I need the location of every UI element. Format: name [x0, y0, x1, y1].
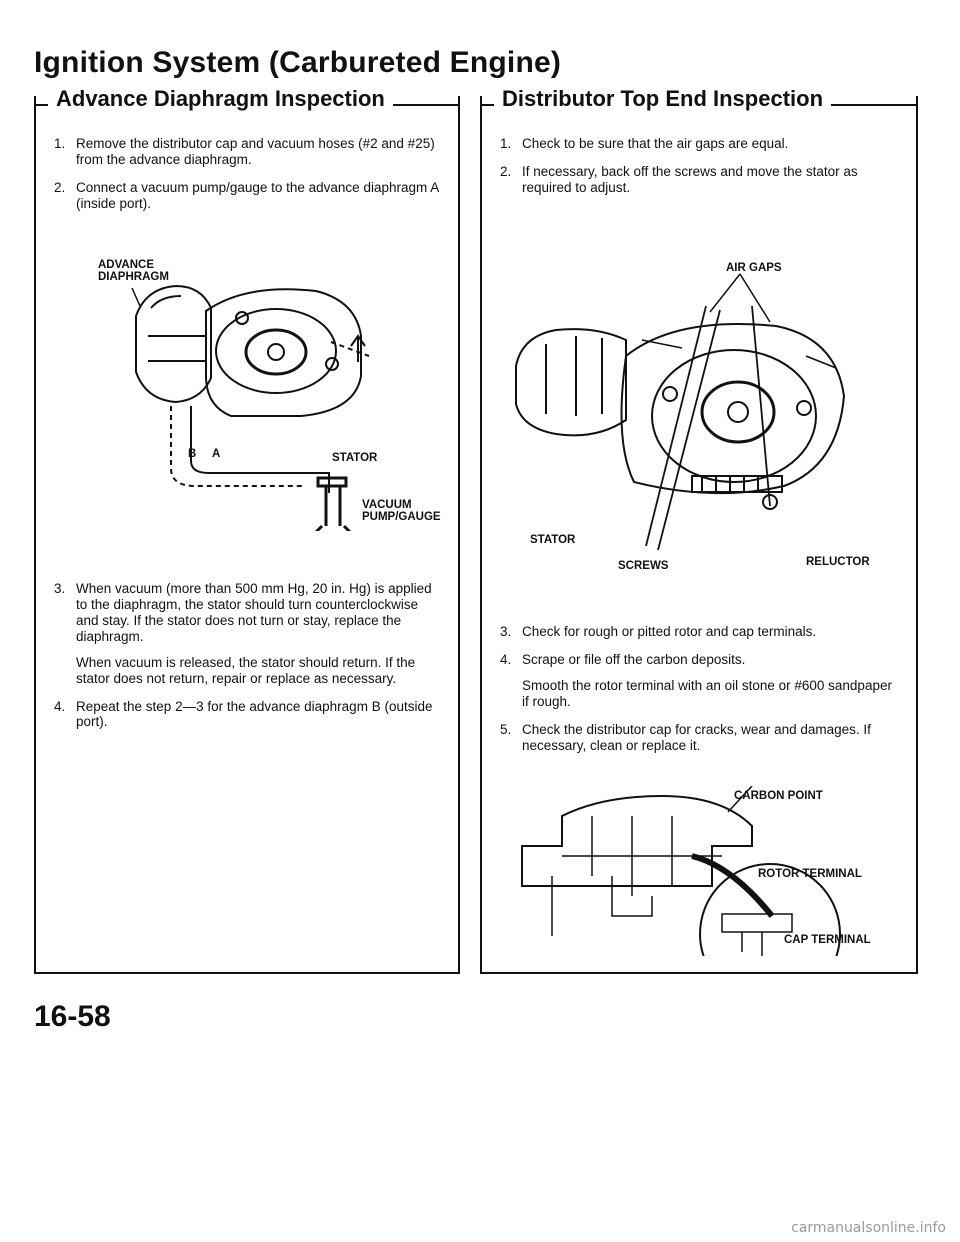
- label-port-a: A: [212, 448, 221, 460]
- step-item: [54, 699, 442, 731]
- step-number: 1.: [500, 136, 512, 151]
- steps-list-top: [54, 136, 442, 224]
- step-text: [76, 180, 442, 212]
- label-stator: STATOR: [530, 534, 576, 546]
- advance-diaphragm-figure: [96, 256, 426, 531]
- step-paragraph: If necessary, back off the screws and move the stator as required to adjust.: [522, 163, 858, 195]
- distributor-top-figure: [506, 266, 896, 566]
- step-item: [54, 136, 442, 168]
- diaphragm-housing: [136, 286, 211, 402]
- step-text: [522, 164, 900, 196]
- step-text: [76, 699, 442, 731]
- label-stator: STATOR: [332, 452, 378, 464]
- step-paragraph: When vacuum is released, the stator should return. If the stator does not return, repair or replace as necessary.: [76, 654, 416, 686]
- advance-diaphragm-panel: [34, 86, 460, 974]
- step-paragraph: Remove the distributor cap and vacuum hoses (#2 and #25) from the advance diaphragm.: [76, 136, 435, 167]
- watermark: carmanualsonline.info: [791, 1220, 946, 1236]
- step-text: [76, 136, 442, 168]
- section-title: Distributor Top End Inspection: [494, 86, 831, 112]
- steps-list-bottom: [54, 581, 442, 742]
- panel-header: [34, 88, 460, 110]
- step-number: 4.: [54, 698, 66, 714]
- step-paragraph: Check the distributor cap for cracks, wear and damages. If necessary, clean or replace it.: [522, 721, 871, 753]
- label-cap-terminal: CAP TERMINAL: [784, 934, 871, 946]
- step-item: [500, 136, 900, 152]
- step-item: [500, 722, 900, 754]
- step-item: [500, 164, 900, 196]
- step-number: 2.: [54, 179, 66, 195]
- label-air-gaps: AIR GAPS: [726, 262, 782, 274]
- step-number: 3.: [500, 624, 512, 639]
- label-advance-diaphragm: ADVANCE DIAPHRAGM: [98, 259, 169, 283]
- step-paragraph: Scrape or file off the carbon deposits.: [522, 651, 746, 667]
- step-text: [522, 624, 900, 640]
- step-number: 5.: [500, 721, 512, 737]
- label-port-b: B: [188, 448, 197, 460]
- distributor-cap-section: [522, 796, 752, 886]
- step-text: [522, 722, 900, 754]
- step-paragraph: Check to be sure that the air gaps are equal.: [522, 136, 789, 151]
- step-text: [522, 136, 900, 152]
- step-paragraph: Smooth the rotor terminal with an oil stone or #600 sandpaper if rough.: [522, 677, 892, 709]
- step-text: [522, 652, 900, 710]
- step-paragraph: Check for rough or pitted rotor and cap terminals.: [522, 624, 817, 639]
- reluctor-shape: [246, 330, 306, 374]
- step-item: [500, 652, 900, 710]
- vacuum-pump-icon: [316, 478, 350, 531]
- diaphragm-housing: [516, 329, 626, 435]
- distributor-top-end-panel: [480, 86, 918, 974]
- label-screws: SCREWS: [618, 560, 669, 572]
- label-vacuum-pump-gauge: VACUUM PUMP/GAUGE: [362, 499, 441, 523]
- step-item: [54, 180, 442, 212]
- steps-list-top: [500, 136, 900, 208]
- step-paragraph: Connect a vacuum pump/gauge to the advance diaphragm A (inside port).: [76, 179, 439, 211]
- step-number: 4.: [500, 651, 512, 667]
- step-paragraph: When vacuum (more than 500 mm Hg, 20 in. Hg) is applied to the diaphragm, the stator should turn counterclockwise and stay. If the stator does not turn or stay, replace the diaphragm.: [76, 581, 432, 644]
- section-title: Advance Diaphragm Inspection: [48, 86, 393, 112]
- step-number: 3.: [54, 581, 66, 596]
- step-text: [76, 581, 442, 687]
- step-number: 1.: [54, 136, 66, 151]
- step-item: [54, 581, 442, 687]
- page-number: 16-58: [34, 1000, 111, 1033]
- label-rotor-terminal: ROTOR TERMINAL: [758, 868, 862, 880]
- step-number: 2.: [500, 163, 512, 179]
- step-paragraph: Repeat the step 2—3 for the advance diaphragm B (outside port).: [76, 698, 433, 730]
- label-carbon-point: CARBON POINT: [734, 790, 823, 802]
- step-item: [500, 624, 900, 640]
- panel-header: [480, 88, 918, 110]
- page-title: Ignition System (Carbureted Engine): [34, 46, 562, 79]
- label-reluctor: RELUCTOR: [806, 556, 870, 568]
- steps-list-bottom: [500, 624, 900, 766]
